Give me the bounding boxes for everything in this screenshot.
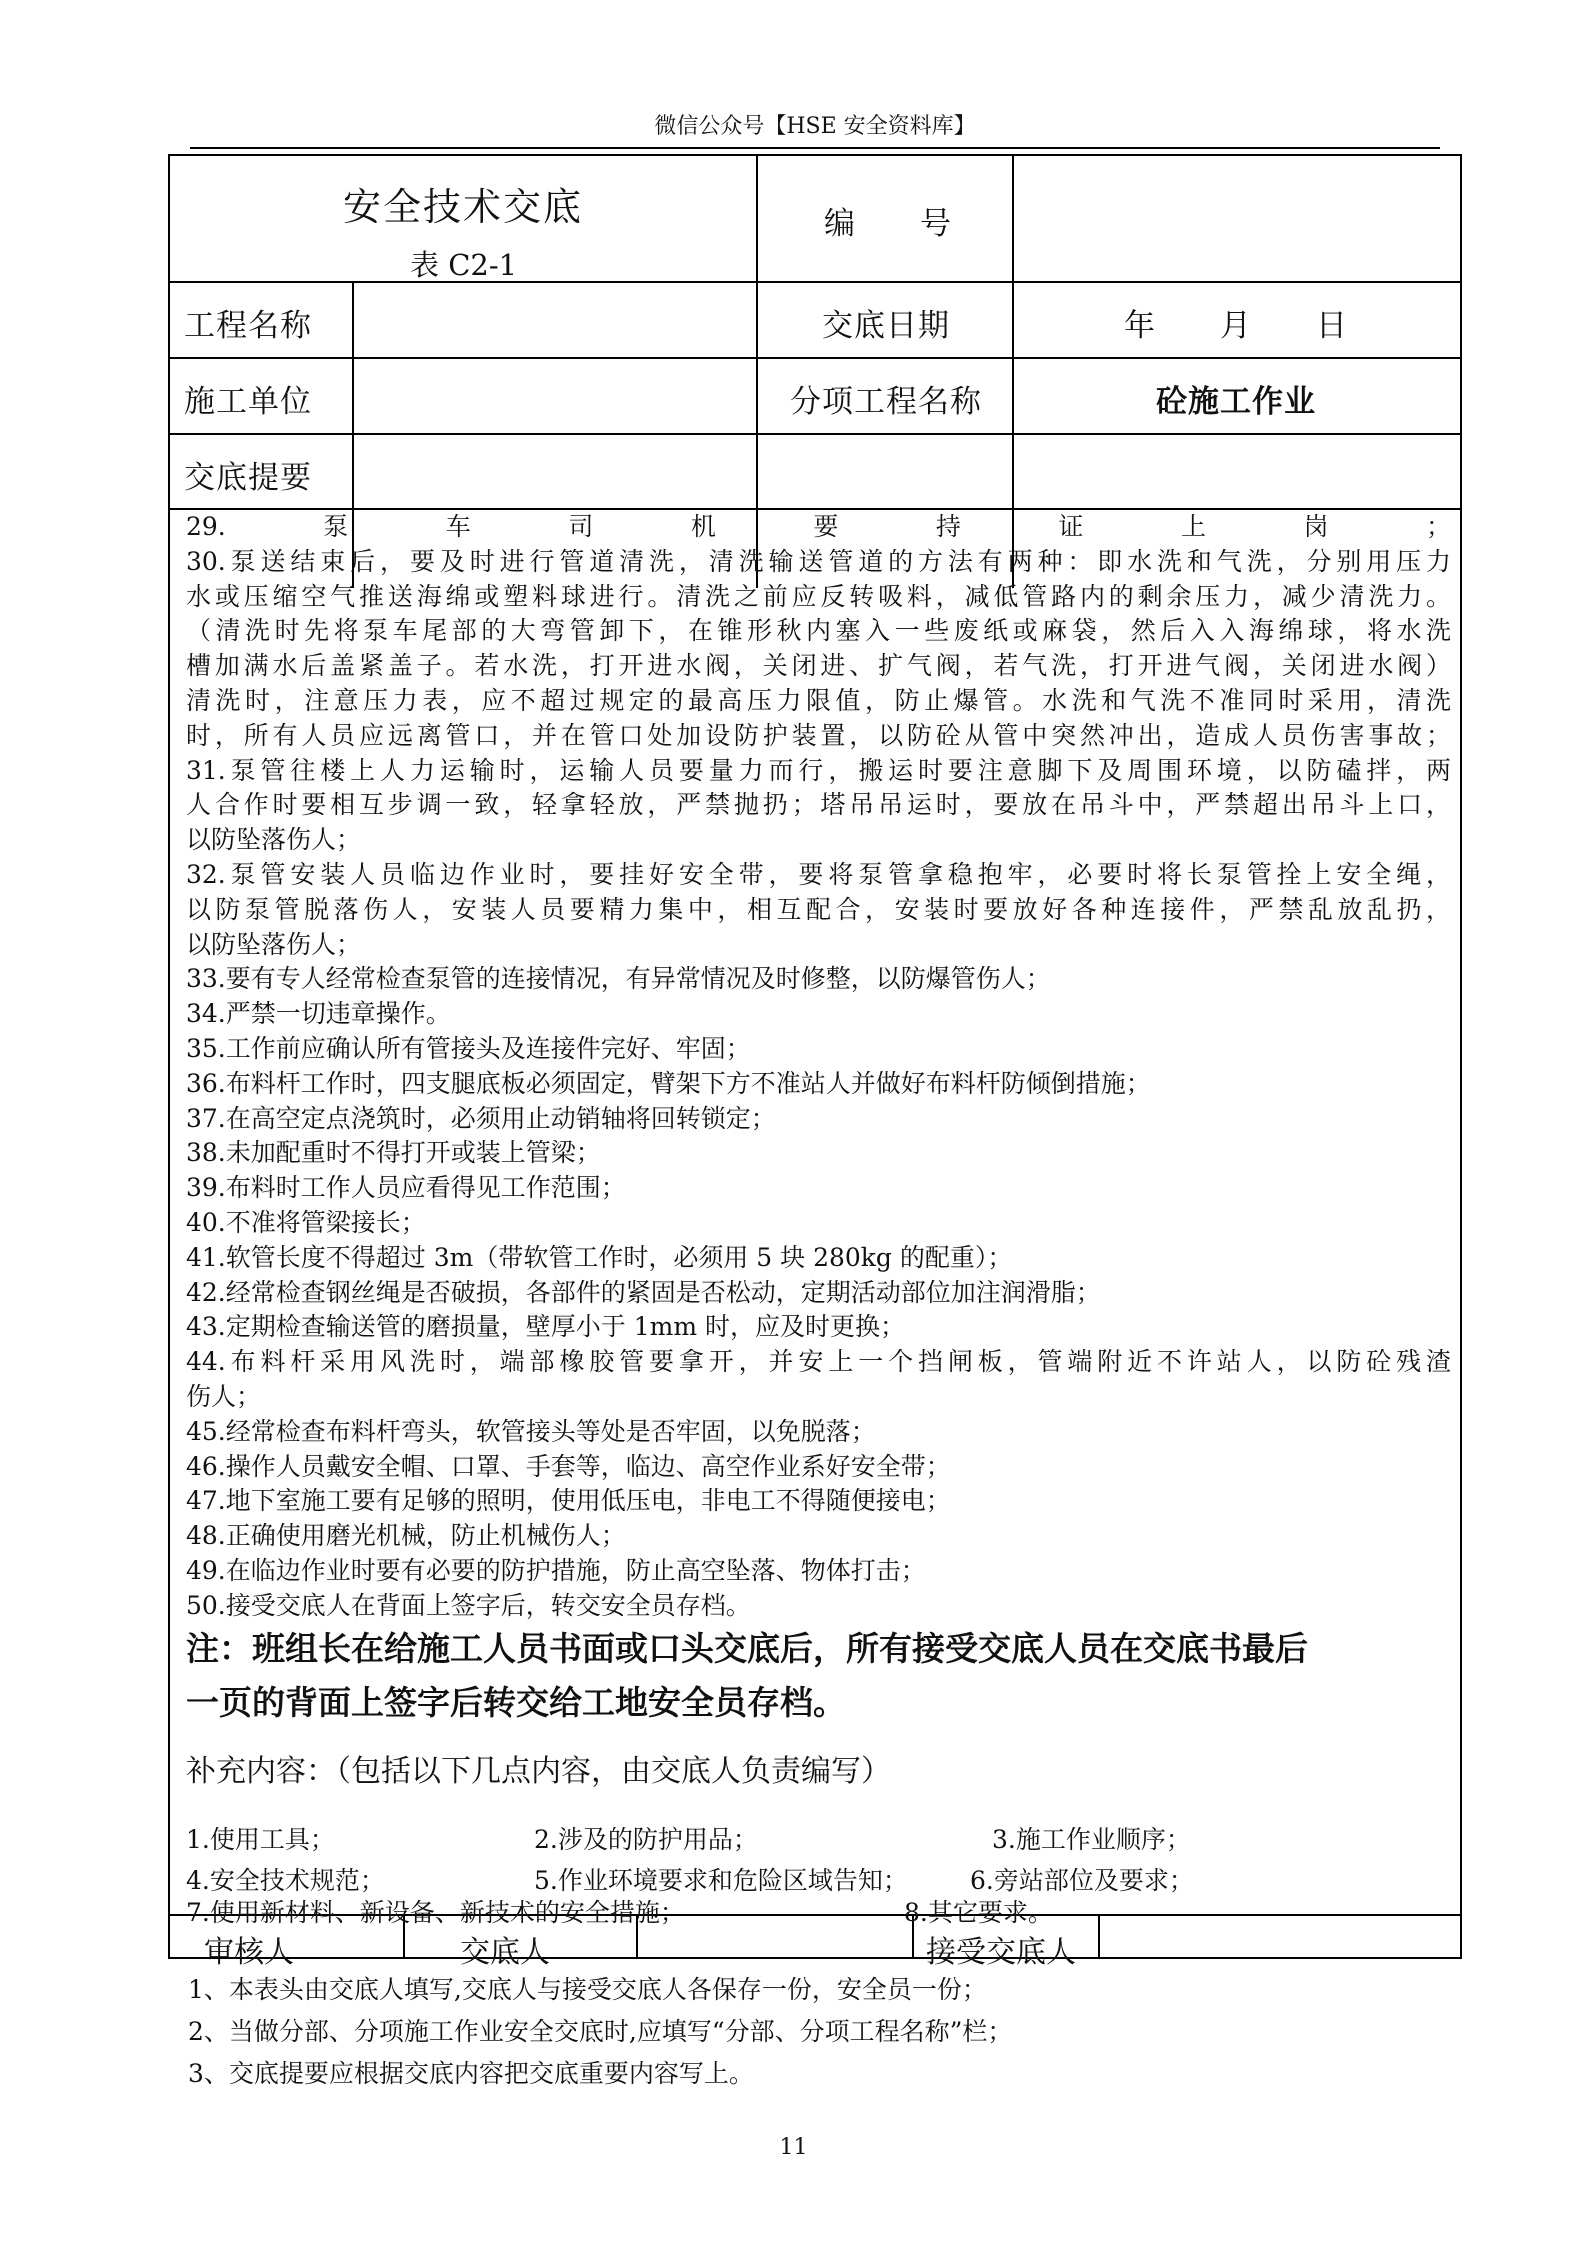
supplement-item: 3.施工作业顺序； — [992, 1825, 1191, 1854]
content-line: 43.定期检查输送管的磨损量，壁厚小于 1mm 时，应及时更换； — [186, 1312, 905, 1342]
subproject-value[interactable]: 砼施工作业 — [1156, 384, 1316, 420]
content-line: 35.工作前应确认所有管接头及连接件完好、牢固； — [186, 1033, 751, 1063]
content-line: 37.在高空定点浇筑时，必须用止动销轴将回转锁定； — [186, 1103, 776, 1133]
number-label: 编 号 — [824, 206, 952, 242]
note-line: 一页的背面上签字后转交给工地安全员存档。 — [186, 1683, 846, 1722]
content-line: 47.地下室施工要有足够的照明，使用低压电，非电工不得随便接电； — [186, 1486, 951, 1516]
content-line: 水或压缩空气推送海绵或塑料球进行。清洗之前应反转吸料，减低管路内的剩余压力，减少清洗力。 — [186, 581, 1451, 611]
content-line: 40.不准将管梁接长； — [186, 1207, 426, 1237]
supplement-item: 6.旁站部位及要求； — [970, 1866, 1194, 1895]
supplement-item: 4.安全技术规范； — [186, 1866, 385, 1895]
content-line: 伤人； — [186, 1381, 262, 1411]
supplement-item: 1.使用工具； — [186, 1825, 335, 1854]
content-line: 人合作时要相互步调一致，轻拿轻放，严禁抛扔；塔吊吊运时，要放在吊斗中，严禁超出吊斗上口， — [186, 790, 1451, 820]
content-line: 45.经常检查布料杆弯头，软管接头等处是否牢固，以免脱落； — [186, 1416, 876, 1446]
summary-label: 交底提要 — [184, 460, 312, 496]
content-line: 44.布料杆采用风洗时，端部橡胶管要拿开，并安上一个挡闸板，管端附近不许站人，以防砼残渣 — [186, 1347, 1451, 1377]
content-line: 32.泵管安装人员临边作业时，要挂好安全带，要将泵管拿稳抱牢，必要时将长泵管拴上安全绳， — [186, 859, 1451, 889]
content-line: 36.布料杆工作时，四支腿底板必须固定，臂架下方不准站人并做好布料杆防倾倒措施； — [186, 1068, 1151, 1098]
archive-note — [186, 1622, 1451, 1730]
content-line: 41.软管长度不得超过 3m（带软管工作时，必须用 5 块 280kg 的配重）； — [186, 1242, 1013, 1272]
supplement-item: 7.使用新材料、新设备、新技术的安全措施； — [186, 1898, 685, 1927]
content-line: 50.接受交底人在背面上签字后，转交安全员存档。 — [186, 1590, 751, 1620]
form-title: 安全技术交底 — [342, 185, 583, 229]
supplement-item: 2.涉及的防护用品； — [534, 1825, 758, 1854]
supplement-item: 8.其它要求。 — [904, 1898, 1053, 1927]
grid-line — [170, 281, 1460, 283]
content-line: 以防泵管脱落伤人，安装人员要精力集中，相互配合，安装时要放好各种连接件，严禁乱放乱扔， — [186, 894, 1451, 924]
project-name-label: 工程名称 — [184, 308, 312, 344]
content-line: 33.要有专人经常检查泵管的连接情况，有异常情况及时修整，以防爆管伤人； — [186, 964, 1051, 994]
grid-line — [1098, 1914, 1100, 1958]
reviewer-label: 审核人 — [204, 1935, 294, 1970]
disclosure-form — [168, 154, 1462, 1970]
content-line: 39.布料时工作人员应看得见工作范围； — [186, 1173, 626, 1203]
content-line: （清洗时先将泵车尾部的大弯管卸下，在锥形秋内塞入一些废纸或麻袋，然后入入海绵球，将水洗 — [186, 616, 1451, 646]
header-rule — [190, 147, 1440, 149]
note-line: 注：班组长在给施工人员书面或口头交底后，所有接受交底人员在交底书最后 — [186, 1629, 1308, 1668]
date-value[interactable]: 年 月 日 — [1124, 308, 1348, 344]
page-number: 11 — [779, 2135, 808, 2160]
supplement-title: 补充内容：（包括以下几点内容，由交底人负责编写） — [186, 1754, 891, 1789]
discloser-label: 交底人 — [460, 1935, 550, 1970]
content-line: 42.经常检查钢丝绳是否破损，各部件的紧固是否松动，定期活动部位加注润滑脂； — [186, 1277, 1101, 1307]
content-line: 48.正确使用磨光机械，防止机械伤人； — [186, 1521, 626, 1551]
supplement-item: 5.作业环境要求和危险区域告知； — [534, 1866, 908, 1895]
disclosure-content — [186, 510, 1451, 1624]
footnote: 2、当做分部、分项施工作业安全交底时,应填写“分部、分项工程名称”栏； — [188, 2017, 1013, 2046]
content-line: 29.泵车司机要持证上岗； — [186, 512, 1451, 541]
content-line: 34.严禁一切违章操作。 — [186, 999, 451, 1029]
content-line: 38.未加配重时不得打开或装上管梁； — [186, 1138, 601, 1168]
form-code: 表 C2-1 — [410, 248, 518, 282]
content-line: 清洗时，注意压力表，应不超过规定的最高压力限值，防止爆管。水洗和气洗不准同时采用，清洗 — [186, 685, 1451, 715]
content-line: 以防坠落伤人； — [186, 825, 362, 855]
grid-line — [170, 433, 1460, 435]
content-line: 槽加满水后盖紧盖子。若水洗，打开进水阀，关闭进、扩气阀，若气洗，打开进气阀，关闭进水阀） — [186, 651, 1451, 681]
footnote: 1、本表头由交底人填写,交底人与接受交底人各保存一份，安全员一份； — [188, 1975, 987, 2004]
date-label: 交底日期 — [822, 308, 950, 344]
grid-line — [170, 357, 1460, 359]
page-header: 微信公众号【HSE 安全资料库】 — [654, 114, 976, 139]
subproject-label: 分项工程名称 — [790, 384, 982, 420]
footnote: 3、交底提要应根据交底内容把交底重要内容写上。 — [188, 2059, 754, 2088]
content-line: 31.泵管往楼上人力运输时，运输人员要量力而行，搬运时要注意脚下及周围环境，以防磕拌，两 — [186, 755, 1451, 785]
content-line: 以防坠落伤人； — [186, 929, 362, 959]
receiver-label: 接受交底人 — [926, 1935, 1076, 1970]
content-line: 30.泵送结束后，要及时进行管道清洗，清洗输送管道的方法有两种：即水洗和气洗，分别用压力 — [186, 546, 1451, 576]
unit-label: 施工单位 — [184, 384, 312, 420]
content-line: 时，所有人员应远离管口，并在管口处加设防护装置，以防砼从管中突然冲出，造成人员伤害事故； — [186, 720, 1451, 750]
content-line: 46.操作人员戴安全帽、口罩、手套等，临边、高空作业系好安全带； — [186, 1451, 951, 1481]
content-line: 49.在临边作业时要有必要的防护措施，防止高空坠落、物体打击； — [186, 1555, 926, 1585]
